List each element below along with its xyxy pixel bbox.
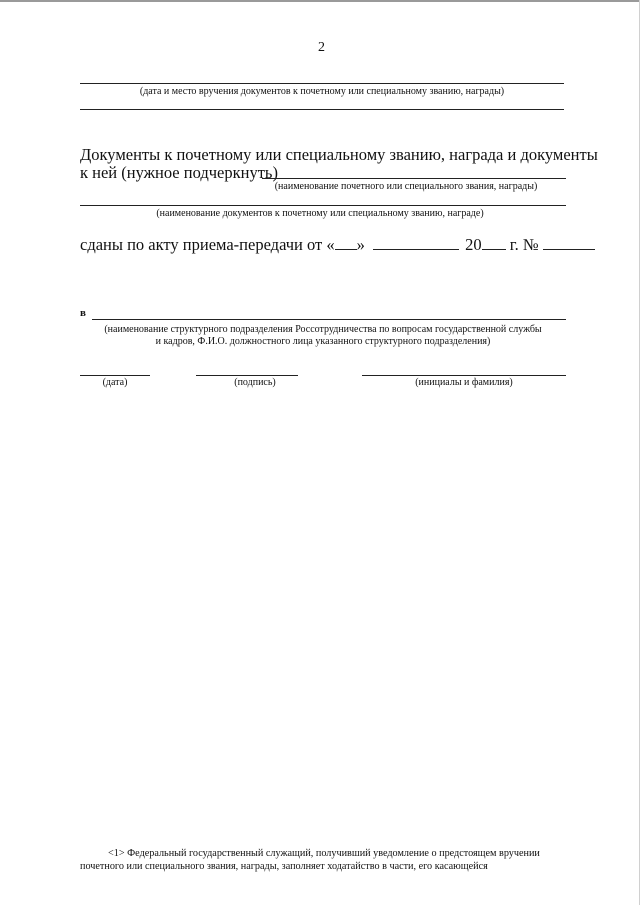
- act-line: [80, 236, 595, 254]
- act-year-prefix: 20: [465, 235, 482, 254]
- act-number-blank: [543, 237, 595, 250]
- documents-heading-line1: Документы к почетному или специальному званию, награда и документы: [80, 145, 598, 164]
- page-top-edge: [0, 0, 640, 2]
- name-caption: (инициалы и фамилия): [415, 377, 513, 388]
- act-year-suffix: г. №: [509, 235, 539, 254]
- footnote-line2: почетного или специального звания, награды, заполняет ходатайство в части, его касающейся: [80, 861, 488, 872]
- footnote-line1: <1> Федеральный государственный служащий, получивший уведомление о предстоящем вручении: [108, 848, 540, 859]
- signature-caption: (подпись): [234, 377, 276, 388]
- delivery-line-2: [80, 109, 564, 110]
- unit-caption-line2: и кадров, Ф.И.О. должностного лица указанного структурного подразделения): [155, 336, 491, 347]
- act-year-blank: [482, 237, 506, 250]
- recipient-line: [92, 319, 566, 320]
- act-quote-close: »: [356, 235, 365, 254]
- recipient-prefix: в: [80, 307, 86, 319]
- act-day-blank: [335, 237, 357, 250]
- act-month-blank: [373, 237, 459, 250]
- date-caption: (дата): [102, 377, 128, 388]
- name-line: [362, 375, 566, 376]
- date-line: [80, 375, 150, 376]
- title-name-caption: (наименование почетного или специального звания, награды): [274, 181, 538, 192]
- delivery-caption: (дата и место вручения документов к почетному или специальному званию, награды): [139, 86, 505, 97]
- docs-name-line: [80, 205, 566, 206]
- docs-name-caption: (наименование документов к почетному или специальному званию, награде): [156, 208, 484, 219]
- documents-heading-line2: к ней (нужное подчеркнуть): [80, 163, 278, 182]
- title-name-line: [262, 178, 566, 179]
- page-number: 2: [318, 40, 325, 55]
- signature-line: [196, 375, 298, 376]
- unit-caption-line1: (наименование структурного подразделения Россотрудничества по вопросам государственной службы: [104, 324, 542, 335]
- act-prefix: сданы по акту приема-передачи от «: [80, 235, 335, 254]
- delivery-line: [80, 83, 564, 84]
